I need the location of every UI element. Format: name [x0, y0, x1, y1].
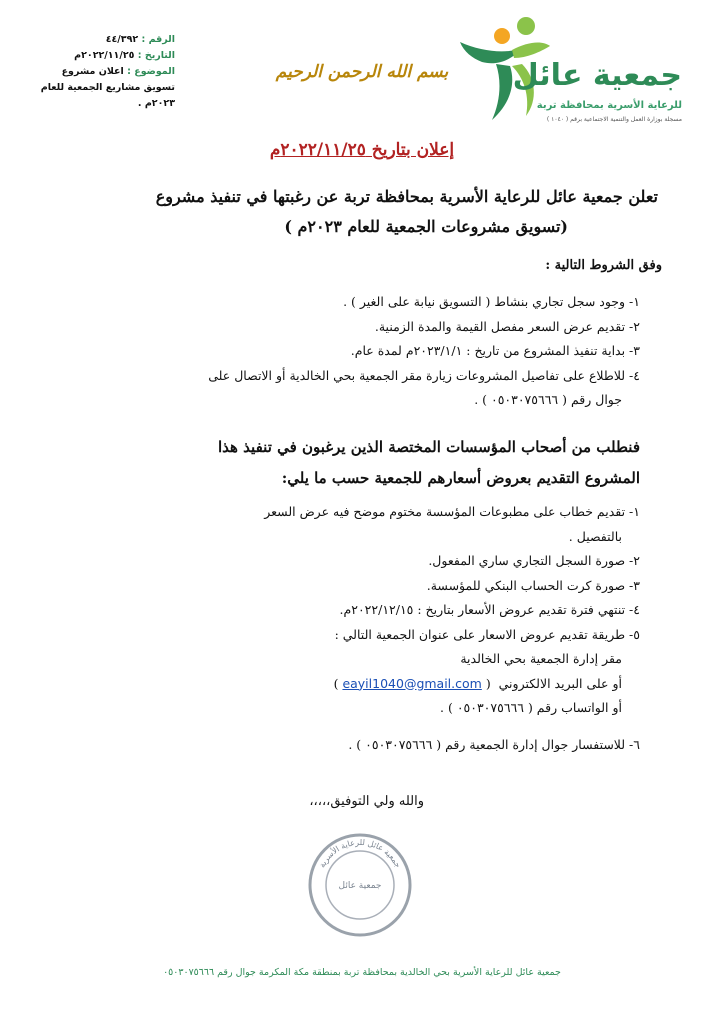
request-paragraph	[100, 432, 640, 494]
logo-subtitle: للرعاية الأسرية بمحافظة تربة	[536, 100, 682, 111]
email-line: أو على البريد الالكتروني ( eayil1040@gmail.com )	[333, 675, 622, 691]
requirement-item: ٣- صورة كرت الحساب البنكي للمؤسسة.	[426, 577, 640, 593]
requirement-item-continued: بالتفصيل .	[568, 528, 622, 544]
requirement-item: ٢- صورة السجل التجاري ساري المفعول.	[428, 553, 640, 568]
request-line-1: فنطلب من أصحاب المؤسسات المختصة الذين يرغبون في تنفيذ هذا	[218, 438, 640, 456]
stamp-inner-text: جمعية عائل	[338, 881, 382, 891]
subject-line-2: تسويق مشاريع الجمعية للعام	[40, 82, 175, 93]
ref-label: الرقم :	[141, 34, 175, 45]
document-meta	[40, 32, 175, 112]
subject-line-3: ٢٠٢٣م .	[137, 98, 175, 109]
stamp-outer-text: جمعية عائل للرعاية الأسرية	[317, 837, 403, 870]
ref-value: ٤٤/٣٩٢	[105, 34, 139, 45]
announcement-title: إعلان بتاريخ ٢٠٢٢/١١/٢٥م	[269, 140, 455, 160]
email-label: أو على البريد الالكتروني	[498, 675, 622, 691]
subject-label: الموضوع :	[127, 66, 175, 77]
subject-line	[40, 64, 175, 80]
condition-item-continued: جوال رقم ( ٠٥٠٣٠٧٥٦٦٦ ) .	[474, 392, 622, 407]
svg-text:جمعية عائل للرعاية الأسرية	[317, 838, 402, 869]
requirement-item: ٥- طريقة تقديم عروض الاسعار على عنوان الجمعية التالي :	[334, 626, 640, 642]
email-link[interactable]: eayil1040@gmail.com	[342, 675, 482, 691]
logo-name: جمعية عائل	[512, 58, 682, 93]
address-line: مقر إدارة الجمعية بحي الخالدية	[460, 651, 622, 666]
condition-item: ٢- تقديم عرض السعر مفصل القيمة والمدة الزمنية.	[374, 318, 640, 334]
requirement-item: ١- تقديم خطاب على مطبوعات المؤسسة مختوم موضح فيه عرض السعر	[264, 504, 640, 519]
intro-line-2: (تسويق مشروعات الجمعية للعام ٢٠٢٣م )	[284, 217, 568, 236]
condition-item: ٣- بداية تنفيذ المشروع من تاريخ : ٢٠٢٣/١/١م لمدة عام.	[350, 343, 640, 358]
date-label: التاريخ :	[137, 50, 175, 61]
requirements-list	[80, 500, 640, 757]
intro-line-1: تعلن جمعية عائل للرعاية الأسرية بمحافظة تربة عن رغبتها في تنفيذ مشروع	[155, 187, 658, 206]
date-value: ٢٠٢٢/١١/٢٥م	[74, 50, 135, 61]
organization-logo	[452, 12, 702, 127]
conditions-list	[80, 290, 640, 413]
official-stamp-icon	[305, 830, 415, 940]
requirement-item: ٤- تنتهي فترة تقديم عروض الأسعار بتاريخ : ٢٠٢٢/١٢/١٥م.	[339, 602, 640, 617]
whatsapp-line: أو الواتساب رقم ( ٠٥٠٣٠٧٥٦٦٦ ) .	[440, 700, 622, 715]
conditions-heading: وفق الشروط التالية :	[545, 258, 662, 273]
page-footer: جمعية عائل للرعاية الأسرية بحي الخالدية بمحافظة تربة بمنطقة مكة المكرمة جوال رقم ٠٥٠٣٠٧٥٦٦٦	[163, 967, 561, 978]
closing-text: والله ولي التوفيق،،،،،	[309, 794, 424, 809]
request-line-2: المشروع التقديم بعروض أسعارهم للجمعية حسب ما يلي:	[281, 469, 640, 487]
date-line	[40, 48, 175, 64]
intro-paragraph	[58, 182, 658, 242]
spacer	[80, 721, 640, 733]
condition-item: ١- وجود سجل تجاري بنشاط ( التسويق نيابة على الغير ) .	[343, 294, 640, 309]
ref-line	[40, 32, 175, 48]
basmala: بسم الله الرحمن الرحيم	[275, 62, 449, 82]
condition-item: ٤- للاطلاع على تفاصيل المشروعات زيارة مقر الجمعية بحي الخالدية أو الاتصال على	[208, 367, 640, 383]
requirement-item: ٦- للاستفسار جوال إدارة الجمعية رقم ( ٠٥٠٣٠٧٥٦٦٦ ) .	[348, 736, 640, 752]
subject-value: اعلان مشروع	[61, 66, 124, 77]
logo-registration: مسجلة بوزارة العمل والتنمية الاجتماعية برقم ( ١٠٤٠ )	[546, 116, 682, 123]
